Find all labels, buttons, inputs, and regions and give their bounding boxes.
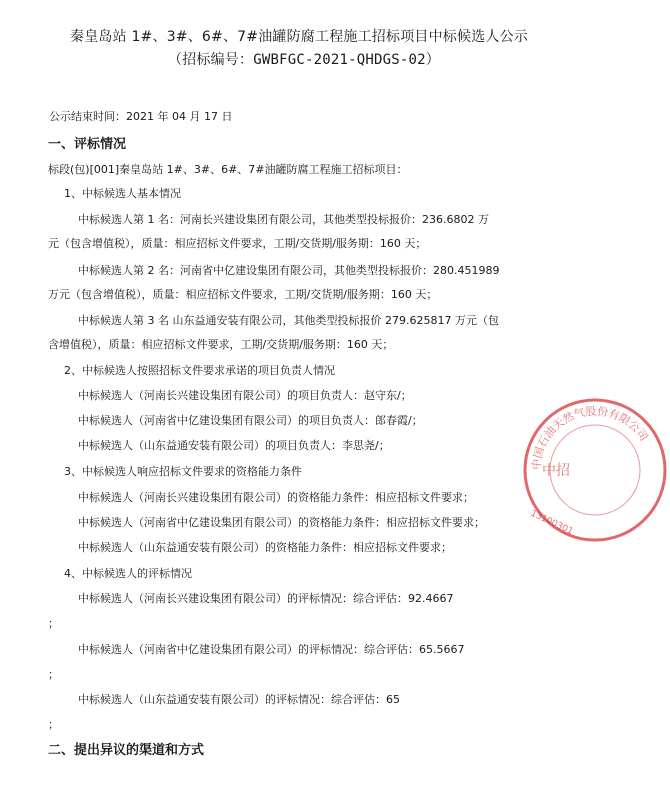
seal-number: 13100301 (528, 508, 575, 538)
sub3-heading: 3、中标候选人响应招标文件要求的资格能力条件 (64, 465, 302, 478)
candidate-1-line1: 中标候选人第 1 名：河南长兴建设集团有限公司，其他类型投标报价：236.6802 万 (78, 213, 489, 226)
tender-number: （招标编号：GWBFGC-2021-QHDGS-02） (168, 52, 440, 68)
section-2-heading: 二、提出异议的渠道和方式 (48, 743, 205, 758)
lot-line: 标段(包)[001]秦皇岛站 1#、3#、6#、7#油罐防腐工程施工招标项目： (48, 163, 408, 176)
candidate-2-line1: 中标候选人第 2 名：河南省中亿建设集团有限公司，其他类型投标报价：280.451989 (78, 264, 500, 277)
page-title: 秦皇岛站 1#、3#、6#、7#油罐防腐工程施工招标项目中标候选人公示 (70, 29, 528, 45)
seal-center-text: 中招 (542, 463, 570, 479)
candidate-2-line2: 万元（包含增值税），质量：相应招标文件要求，工期/交货期/服务期：160 天； (48, 288, 438, 301)
eval-sep-1: ； (48, 617, 59, 630)
eval-2: 中标候选人（河南省中亿建设集团有限公司）的评标情况：综合评估：65.5667 (78, 643, 465, 656)
official-seal (520, 395, 670, 545)
eval-sep-2: ； (48, 668, 59, 681)
sub1-heading: 1、中标候选人基本情况 (64, 187, 181, 200)
qual-1: 中标候选人（河南长兴建设集团有限公司）的资格能力条件：相应招标文件要求； (78, 491, 474, 504)
eval-sep-3: ； (48, 718, 59, 731)
candidate-3-line1: 中标候选人第 3 名 山东益通安装有限公司，其他类型投标报价 279.625817 万元（包 (78, 314, 499, 327)
candidate-3-line2: 含增值税），质量：相应招标文件要求，工期/交货期/服务期：160 天； (48, 338, 394, 351)
sub4-heading: 4、中标候选人的评标情况 (64, 567, 192, 580)
eval-1: 中标候选人（河南长兴建设集团有限公司）的评标情况：综合评估：92.4667 (78, 592, 454, 605)
qual-3: 中标候选人（山东益通安装有限公司）的资格能力条件：相应招标文件要求； (78, 541, 452, 554)
eval-3: 中标候选人（山东益通安装有限公司）的评标情况：综合评估：65 (78, 693, 400, 706)
qual-2: 中标候选人（河南省中亿建设集团有限公司）的资格能力条件：相应招标文件要求； (78, 516, 485, 529)
sub2-heading: 2、中标候选人按照招标文件要求承诺的项目负责人情况 (64, 364, 335, 377)
pm-2: 中标候选人（河南省中亿建设集团有限公司）的项目负责人：郎春霞/； (78, 414, 423, 427)
candidate-1-line2: 元（包含增值税），质量：相应招标文件要求，工期/交货期/服务期：160 天； (48, 237, 427, 250)
seal-ring-text: 中国石油天然气股份有限公司 (529, 404, 651, 471)
pm-1: 中标候选人（河南长兴建设集团有限公司）的项目负责人：赵守东/； (78, 389, 412, 402)
pm-3: 中标候选人（山东益通安装有限公司）的项目负责人：李思尧/； (78, 439, 390, 452)
section-1-heading: 一、评标情况 (48, 137, 127, 152)
notice-end-time: 公示结束时间：2021 年 04 月 17 日 (49, 110, 233, 123)
